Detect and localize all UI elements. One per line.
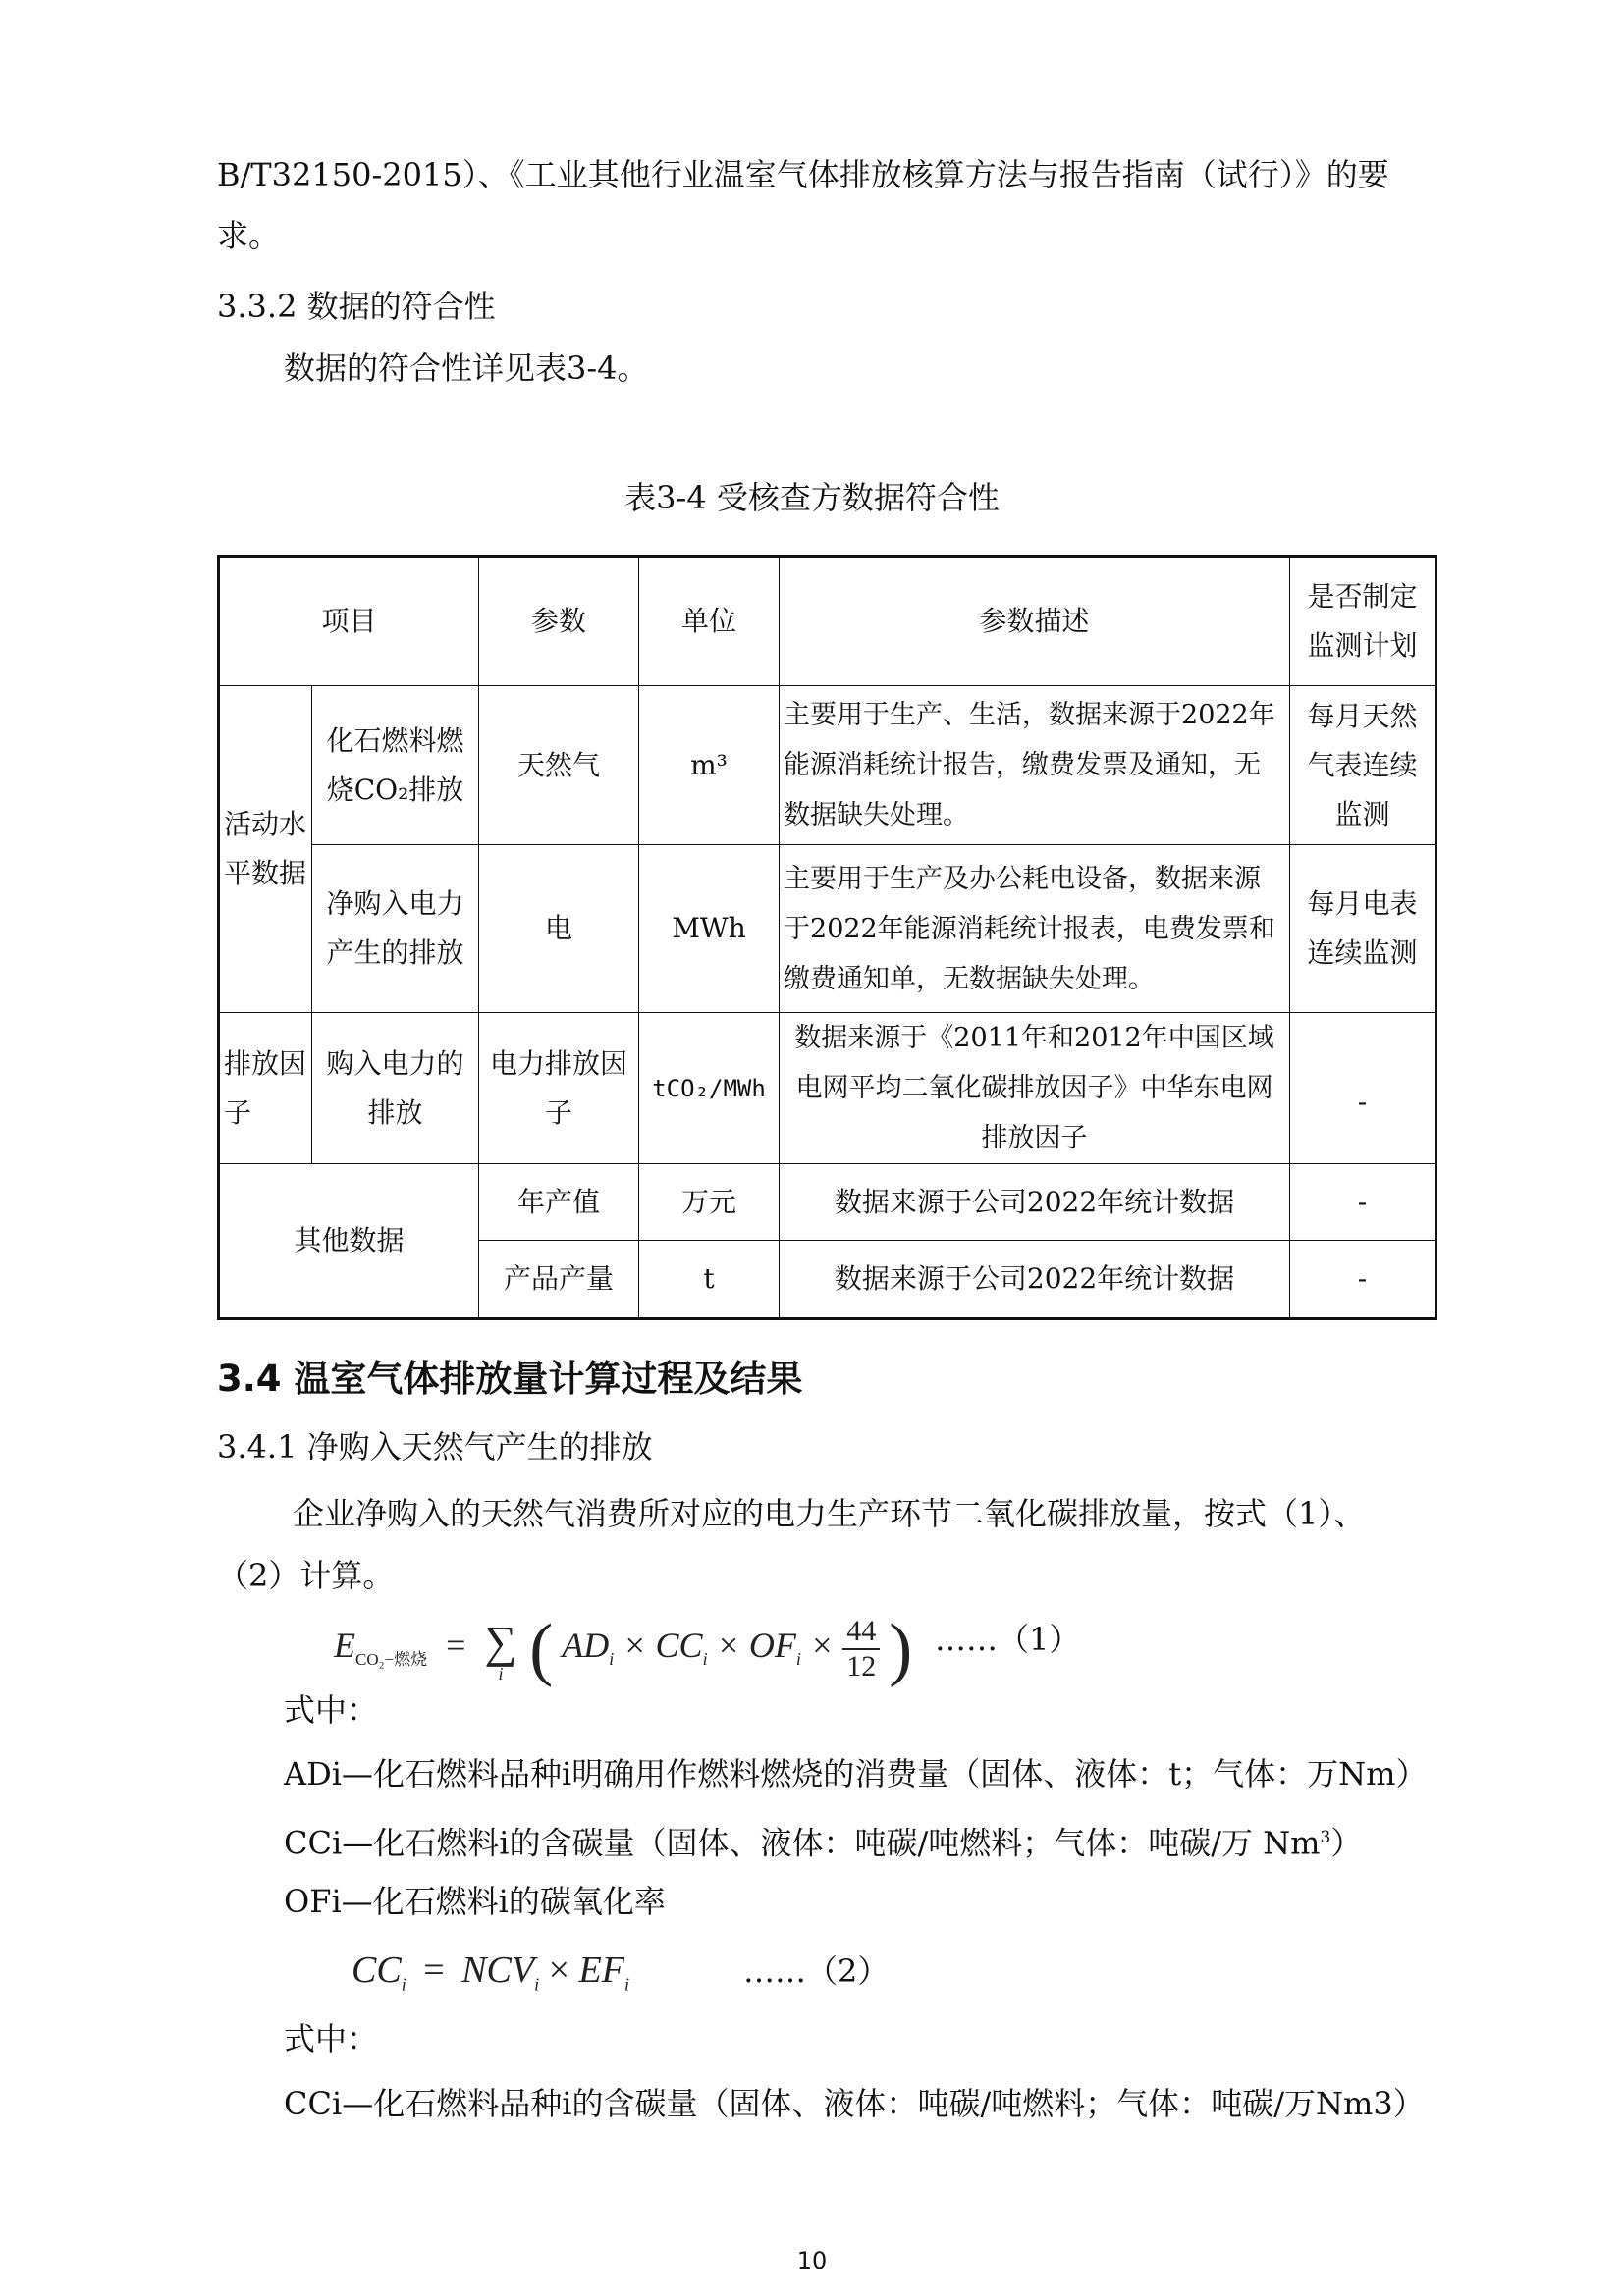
row-desc: 主要用于生产及办公耗电设备，数据来源于2022年能源消耗统计报表，电费发票和缴费通知单，无数据缺失处理。 (780, 845, 1290, 1013)
definition-of: OFi—化石燃料i的碳氧化率 (284, 1883, 666, 1920)
f2-ef-sub: i (623, 1974, 629, 1995)
row-desc: 数据来源于公司2022年统计数据 (780, 1241, 1290, 1319)
f1-sum: ∑ (484, 1617, 517, 1667)
header-unit: 单位 (639, 557, 780, 686)
f1-lparen: ( (529, 1609, 554, 1688)
section-3-3-2-text: 数据的符合性详见表3-4。 (284, 349, 649, 387)
page-number: 10 (796, 2247, 828, 2274)
row-param: 电力排放因子 (479, 1013, 639, 1164)
f1-cc: × CC (623, 1626, 703, 1665)
table-row (219, 686, 1436, 845)
row-param: 电 (479, 845, 639, 1013)
section-3-4-1-heading: 3.4.1 净购入天然气产生的排放 (217, 1428, 653, 1466)
row-sub-item: 购入电力的排放 (312, 1013, 479, 1164)
row-unit: MWh (639, 845, 780, 1013)
f2-ncv: NCV (461, 1949, 535, 1991)
row-param: 天然气 (479, 686, 639, 845)
definition-cc-sup: 3 (1320, 1828, 1331, 1847)
row-param: 产品产量 (479, 1241, 639, 1319)
f2-lhs-sub: i (401, 1974, 406, 1995)
formula-1-label: ……（1） (935, 1621, 1081, 1658)
f1-sum-index: i (498, 1664, 504, 1683)
header-item: 项目 (219, 557, 479, 686)
row-sub-item: 净购入电力产生的排放 (312, 845, 479, 1013)
table-caption: 表3-4 受核查方数据符合性 (624, 479, 1000, 516)
row-plan-value: - (1357, 1085, 1368, 1118)
f1-of-sub: i (795, 1649, 801, 1670)
row-unit: 万元 (639, 1164, 780, 1241)
para-line-1: 企业净购入的天然气消费所对应的电力生产环节二氧化碳排放量，按式（1）、 (293, 1495, 1366, 1532)
header-desc: 参数描述 (780, 557, 1290, 686)
f2-eq: = (423, 1949, 445, 1991)
f1-eq: = (446, 1626, 466, 1665)
section-3-3-2-heading: 3.3.2 数据的符合性 (217, 288, 496, 325)
f1-ad-sub: i (609, 1649, 615, 1670)
data-conformity-table (217, 555, 1437, 1320)
definition-cc2: CCi—化石燃料品种i的含碳量（固体、液体：吨碳/吨燃料；气体：吨碳/万Nm3） (284, 2085, 1425, 2122)
table-row (219, 1164, 1436, 1241)
table-row (219, 1013, 1436, 1164)
intro-line-2: 求。 (217, 217, 281, 254)
para-line-2: （2）计算。 (217, 1557, 395, 1594)
row-desc: 数据来源于公司2022年统计数据 (780, 1164, 1290, 1241)
f1-numerator: 44 (842, 1615, 880, 1650)
row-plan: 每月天然气表连续监测 (1290, 686, 1436, 845)
definition-cc (284, 1818, 1362, 1863)
row-plan: 每月电表连续监测 (1290, 845, 1436, 1013)
header-param: 参数 (479, 557, 639, 686)
section-3-4-heading: 3.4 温室气体排放量计算过程及结果 (217, 1358, 803, 1400)
where-label-1: 式中： (284, 1691, 379, 1729)
row-sub-item: 化石燃料燃烧CO₂排放 (312, 686, 479, 845)
formula-1 (334, 1598, 912, 1686)
f1-lhs-sub: CO₂−燃烧 (355, 1650, 428, 1670)
f1-rparen: ) (889, 1609, 913, 1688)
row-unit: m³ (639, 686, 780, 845)
row-plan: - (1290, 1164, 1436, 1241)
row-unit: tCO₂/MWh (639, 1013, 780, 1164)
f2-ncv-sub: i (534, 1974, 540, 1995)
group-activity-data: 活动水平数据 (219, 686, 312, 1013)
definition-ad: ADi—化石燃料品种i明确用作燃料燃烧的消费量（固体、液体：t；气体：万Nm） (284, 1755, 1428, 1792)
f1-times: × (809, 1626, 835, 1665)
row-unit: t (639, 1241, 780, 1319)
f1-lhs: E (334, 1626, 355, 1665)
f1-of: × OF (716, 1626, 796, 1665)
table-row (219, 845, 1436, 1013)
row-plan (1290, 1013, 1436, 1164)
f2-ef: EF (578, 1949, 624, 1991)
f1-denominator: 12 (846, 1649, 877, 1682)
f2-times: × (548, 1949, 570, 1991)
f1-fraction (842, 1615, 880, 1683)
group-emission-factor: 排放因子 (219, 1013, 312, 1164)
row-desc: 主要用于生产、生活，数据来源于2022年能源消耗统计报告，缴费发票及通知，无数据缺失处理。 (780, 686, 1290, 845)
row-plan: - (1290, 1241, 1436, 1319)
group-other-data: 其他数据 (219, 1164, 479, 1319)
table-header-row (219, 557, 1436, 686)
row-param: 年产值 (479, 1164, 639, 1241)
where-label-2: 式中： (284, 2020, 379, 2057)
header-plan: 是否制定监测计划 (1290, 557, 1436, 686)
f2-lhs: CC (352, 1949, 402, 1991)
definition-cc-text: CCi—化石燃料i的含碳量（固体、液体：吨碳/吨燃料；气体：吨碳/万 Nm (284, 1824, 1321, 1862)
row-desc: 数据来源于《2011年和2012年中国区域电网平均二氧化碳排放因子》中华东电网排放因子 (780, 1013, 1290, 1164)
formula-2-label: ……（2） (743, 1952, 890, 1990)
f1-cc-sub: i (702, 1649, 708, 1670)
definition-cc-close: ） (1330, 1824, 1363, 1862)
formula-2 (352, 1941, 629, 2014)
f1-ad: AD (562, 1626, 610, 1665)
intro-line-1: B/T32150-2015）、《工业其他行业温室气体排放核算方法与报告指南（试行）》的要 (217, 156, 1389, 193)
